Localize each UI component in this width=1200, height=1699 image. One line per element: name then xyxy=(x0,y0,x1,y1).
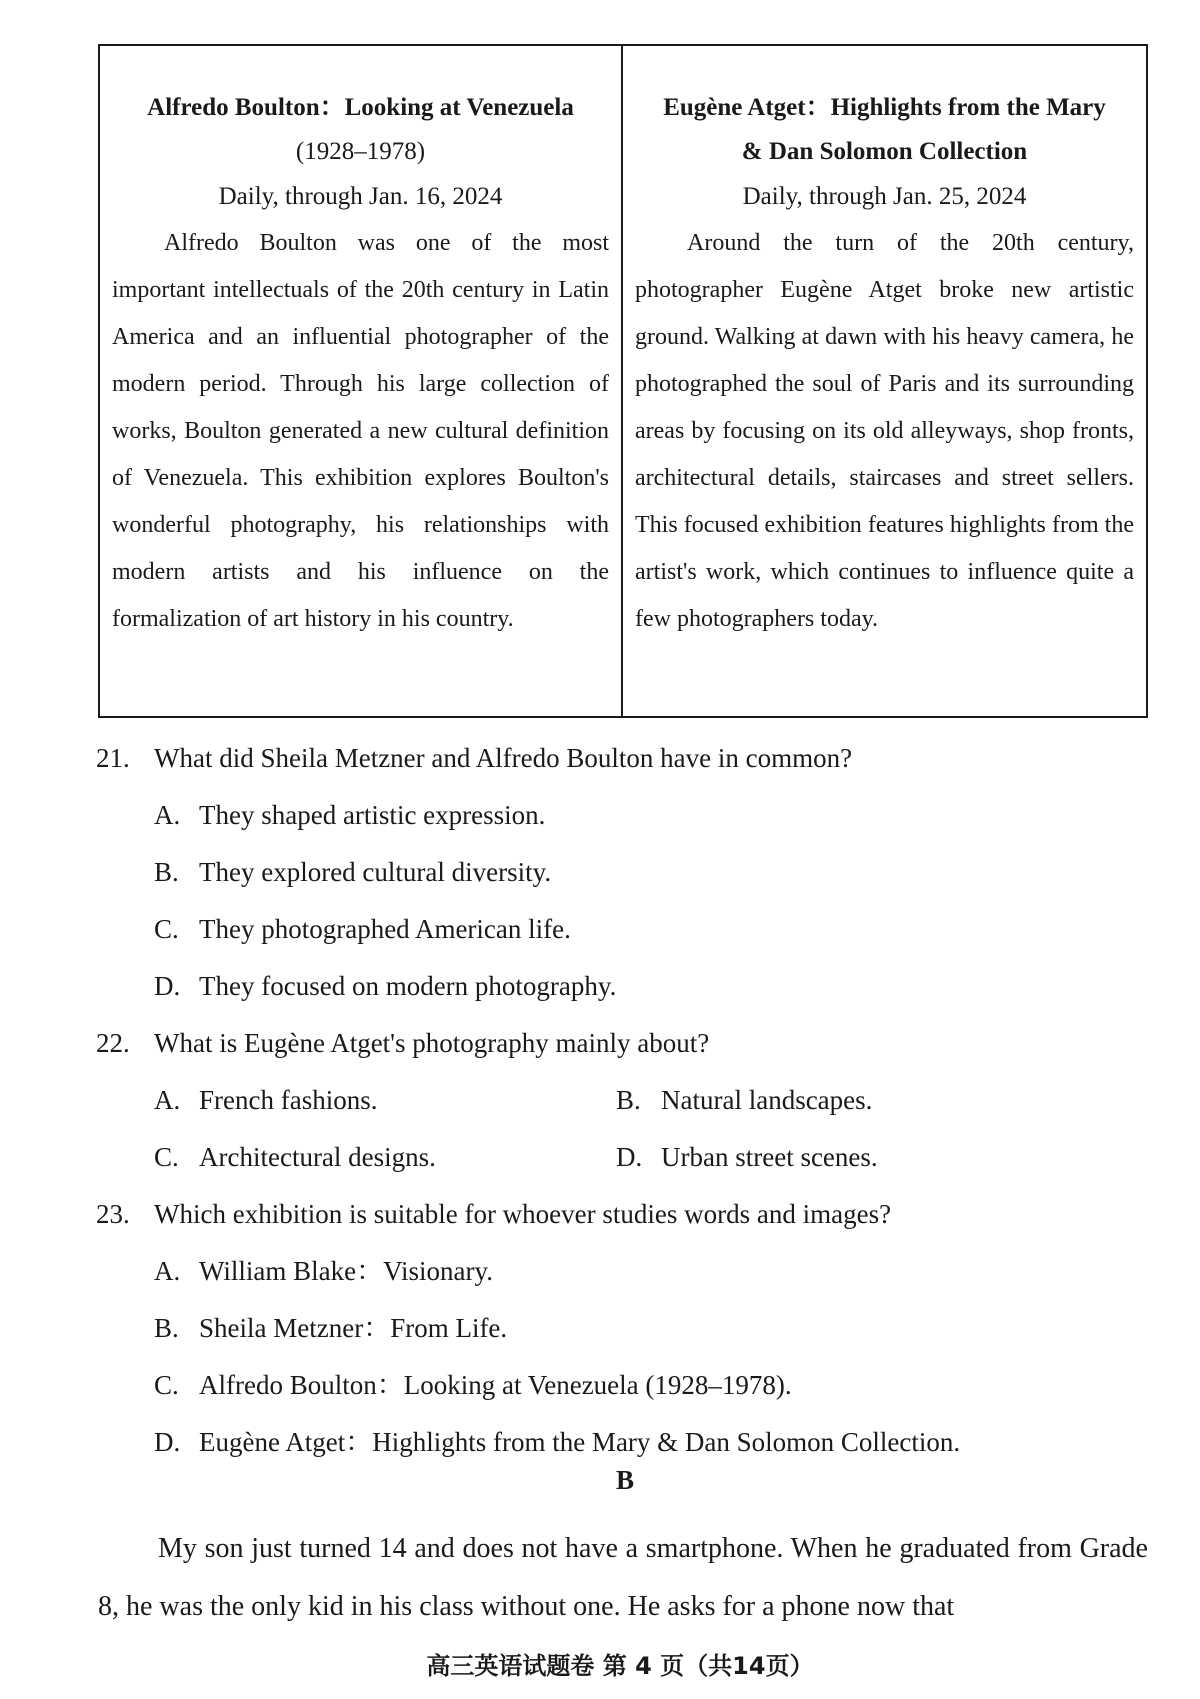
option-21-b xyxy=(96,844,1156,901)
option-22-d xyxy=(616,1129,1078,1186)
option-text: William Blake：Visionary. xyxy=(199,1256,493,1286)
question-22 xyxy=(96,1015,1156,1072)
option-21-a xyxy=(96,787,1156,844)
page-footer: 高三英语试题卷 第 4 页（共14页） xyxy=(426,1652,814,1680)
option-letter: D. xyxy=(154,1427,181,1457)
question-list xyxy=(96,730,1156,1471)
question-number: 23. xyxy=(96,1199,130,1229)
section-heading: B xyxy=(615,1465,634,1495)
exhibition-atget xyxy=(623,46,1146,716)
option-text: They explored cultural diversity. xyxy=(199,857,552,887)
option-text: Sheila Metzner：From Life. xyxy=(199,1313,508,1343)
exhibition-dates: Daily, through Jan. 25, 2024 xyxy=(742,183,1027,210)
question-23 xyxy=(96,1186,1156,1243)
option-letter: C. xyxy=(154,1370,179,1400)
exhibition-title-line2: & Dan Solomon Collection xyxy=(741,138,1028,165)
exhibition-title: Alfredo Boulton：Looking at Venezuela xyxy=(147,94,574,121)
question-21 xyxy=(96,730,1156,787)
exhibition-table xyxy=(98,44,1148,718)
question-text: What is Eugène Atget's photography mainly about? xyxy=(154,1028,710,1058)
option-letter: C. xyxy=(154,914,179,944)
option-letter: B. xyxy=(616,1085,641,1115)
option-text: Eugène Atget：Highlights from the Mary & Dan Solomon Collection. xyxy=(199,1427,961,1457)
option-21-d xyxy=(96,958,1156,1015)
option-22-c xyxy=(154,1129,616,1186)
option-text: Urban street scenes. xyxy=(661,1142,878,1172)
exhibition-description: Around the turn of the 20th century, photographer Eugène Atget broke new artistic ground. Walking at dawn with his heavy camera, he photographed the soul of Paris and its surrounding areas by focusing on its old alleyways, shop fronts, architectural details, staircases and street sellers. This focused exhibition features highlights from the artist's work, which continues to influence quite a few photographers today. xyxy=(635,230,1134,632)
option-row-22-ab xyxy=(96,1072,1156,1129)
option-23-c xyxy=(96,1357,1156,1414)
option-21-c xyxy=(96,901,1156,958)
option-letter: A. xyxy=(154,1085,181,1115)
option-23-b xyxy=(96,1300,1156,1357)
option-row-22-cd xyxy=(96,1129,1156,1186)
question-text: What did Sheila Metzner and Alfredo Boulton have in common? xyxy=(154,743,853,773)
exhibition-title: Eugène Atget：Highlights from the Mary xyxy=(663,94,1106,121)
exhibition-boulton xyxy=(100,46,623,716)
question-text: Which exhibition is suitable for whoever studies words and images? xyxy=(154,1199,892,1229)
option-letter: D. xyxy=(154,971,181,1001)
exhibition-dates: Daily, through Jan. 16, 2024 xyxy=(218,183,503,210)
option-letter: B. xyxy=(154,857,179,887)
option-text: French fashions. xyxy=(199,1085,378,1115)
option-text: They focused on modern photography. xyxy=(199,971,617,1001)
exhibition-description: Alfredo Boulton was one of the most important intellectuals of the 20th century in Latin America and an influential photographer of the modern period. Through his large collection of works, Boulton generated a new cultural definition of Venezuela. This exhibition explores Boulton's wonderful photography, his relationships with modern artists and his influence on the formalization of art history in his country. xyxy=(112,230,609,632)
option-letter: C. xyxy=(154,1142,179,1172)
passage-text: My son just turned 14 and does not have a smartphone. When he graduated from Grade 8, he was the only kid in his class without one. He asks for a phone now that xyxy=(98,1533,1148,1622)
question-number: 21. xyxy=(96,743,130,773)
option-23-a xyxy=(96,1243,1156,1300)
exhibition-title-line2: (1928–1978) xyxy=(295,138,426,165)
option-text: Natural landscapes. xyxy=(661,1085,873,1115)
option-text: Alfredo Boulton：Looking at Venezuela (1928–1978). xyxy=(199,1370,792,1400)
option-letter: D. xyxy=(616,1142,643,1172)
option-letter: A. xyxy=(154,1256,181,1286)
option-text: They shaped artistic expression. xyxy=(199,800,546,830)
option-22-a xyxy=(154,1072,616,1129)
option-letter: B. xyxy=(154,1313,179,1343)
option-letter: A. xyxy=(154,800,181,830)
option-text: They photographed American life. xyxy=(199,914,571,944)
question-number: 22. xyxy=(96,1028,130,1058)
option-text: Architectural designs. xyxy=(199,1142,436,1172)
option-22-b xyxy=(616,1072,1078,1129)
